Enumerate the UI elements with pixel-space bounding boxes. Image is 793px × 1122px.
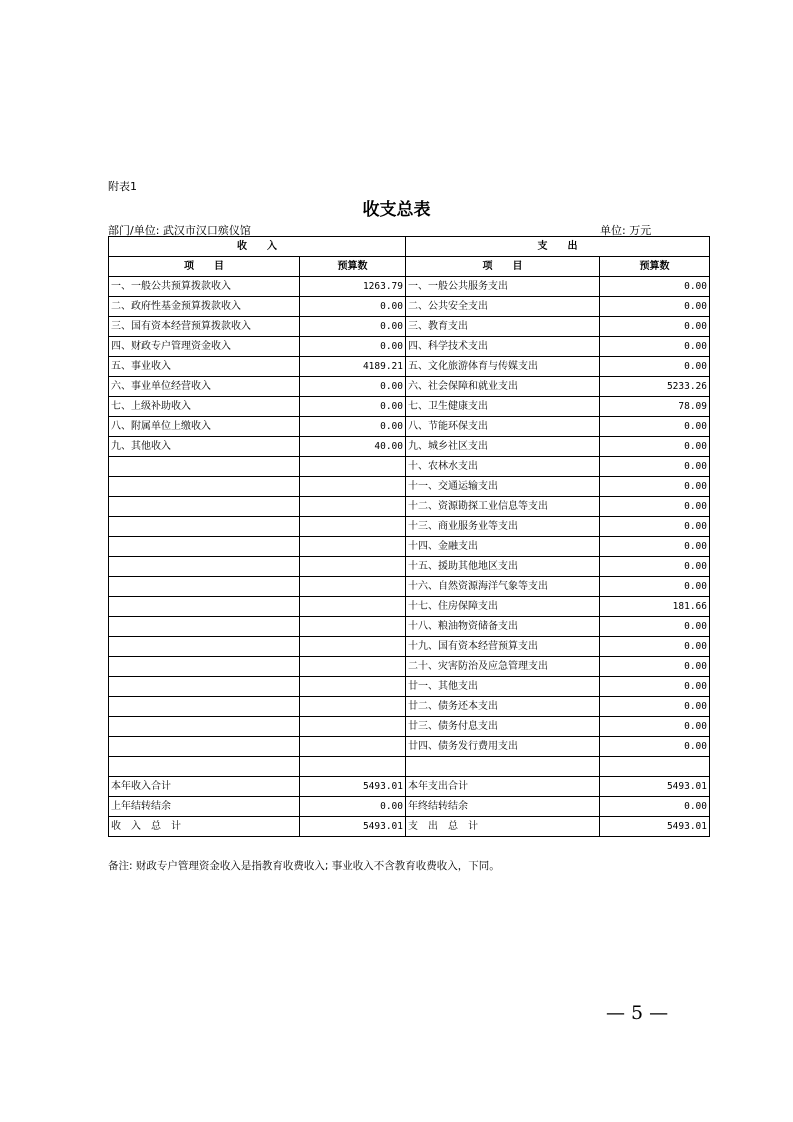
- expense-item-header: 项 目: [406, 257, 600, 277]
- income-item-cell: [109, 697, 300, 717]
- table-row: [109, 717, 710, 737]
- income-item-cell: [109, 677, 300, 697]
- income-budget-cell: [300, 517, 406, 537]
- expense-budget-cell: 0.00: [600, 477, 710, 497]
- income-budget-cell: [300, 557, 406, 577]
- income-item-cell: [109, 497, 300, 517]
- expense-budget-cell: 0.00: [600, 797, 710, 817]
- income-item-cell: 八、附属单位上缴收入: [109, 417, 300, 437]
- income-item-cell: [109, 657, 300, 677]
- expense-item-cell: 廿四、债务发行费用支出: [406, 737, 600, 757]
- expense-budget-cell: 0.00: [600, 517, 710, 537]
- table-row: [109, 337, 710, 357]
- page-number: — 5 —: [606, 1002, 669, 1024]
- expense-header: 支 出: [406, 237, 710, 257]
- income-item-cell: 二、政府性基金预算拨款收入: [109, 297, 300, 317]
- expense-item-cell: 十七、住房保障支出: [406, 597, 600, 617]
- expense-item-cell: 二、公共安全支出: [406, 297, 600, 317]
- table-row: [109, 617, 710, 637]
- expense-budget-cell: 0.00: [600, 277, 710, 297]
- expense-item-cell: 一、一般公共服务支出: [406, 277, 600, 297]
- income-budget-cell: [300, 577, 406, 597]
- expense-budget-cell: 5493.01: [600, 817, 710, 837]
- expense-budget-cell: 0.00: [600, 577, 710, 597]
- income-budget-cell: [300, 737, 406, 757]
- table-row: [109, 817, 710, 837]
- header-row-top: [109, 237, 710, 257]
- expense-item-cell: 十九、国有资本经营预算支出: [406, 637, 600, 657]
- table-row: [109, 757, 710, 777]
- expense-budget-cell: 78.09: [600, 397, 710, 417]
- expense-budget-cell: 0.00: [600, 357, 710, 377]
- income-budget-cell: 0.00: [300, 797, 406, 817]
- expense-item-cell: 年终结转结余: [406, 797, 600, 817]
- expense-item-cell: 十三、商业服务业等支出: [406, 517, 600, 537]
- expense-item-cell: 廿三、债务付息支出: [406, 717, 600, 737]
- expense-item-cell: 五、文化旅游体育与传媒支出: [406, 357, 600, 377]
- expense-item-cell: 三、教育支出: [406, 317, 600, 337]
- expense-item-cell: 四、科学技术支出: [406, 337, 600, 357]
- income-item-cell: [109, 517, 300, 537]
- table-row: [109, 317, 710, 337]
- expense-budget-cell: 0.00: [600, 437, 710, 457]
- expense-item-cell: 六、社会保障和就业支出: [406, 377, 600, 397]
- income-item-cell: [109, 617, 300, 637]
- income-budget-cell: 40.00: [300, 437, 406, 457]
- table-row: [109, 457, 710, 477]
- income-budget-cell: [300, 697, 406, 717]
- income-item-cell: [109, 717, 300, 737]
- income-header: 收 入: [109, 237, 406, 257]
- income-item-cell: [109, 477, 300, 497]
- expense-budget-cell: 181.66: [600, 597, 710, 617]
- unit-label: 单位: 万元: [600, 224, 652, 237]
- income-budget-cell: 1263.79: [300, 277, 406, 297]
- expense-item-cell: 支 出 总 计: [406, 817, 600, 837]
- department-label: 部门/单位: 武汉市汉口殡仪馆: [108, 224, 251, 237]
- table-row: [109, 297, 710, 317]
- expense-budget-cell: 0.00: [600, 677, 710, 697]
- income-item-cell: 本年收入合计: [109, 777, 300, 797]
- expense-item-cell: 九、城乡社区支出: [406, 437, 600, 457]
- income-item-cell: 九、其他收入: [109, 437, 300, 457]
- expense-item-cell: 二十、灾害防治及应急管理支出: [406, 657, 600, 677]
- income-budget-cell: [300, 657, 406, 677]
- expense-item-cell: 七、卫生健康支出: [406, 397, 600, 417]
- table-row: [109, 677, 710, 697]
- header-row-sub: [109, 257, 710, 277]
- expense-item-cell: 十五、援助其他地区支出: [406, 557, 600, 577]
- expense-budget-cell: 0.00: [600, 417, 710, 437]
- income-budget-cell: 0.00: [300, 377, 406, 397]
- expense-budget-cell: 0.00: [600, 337, 710, 357]
- expense-budget-cell: 0.00: [600, 717, 710, 737]
- income-budget-cell: [300, 497, 406, 517]
- table-row: [109, 417, 710, 437]
- expense-budget-cell: [600, 757, 710, 777]
- table-row: [109, 557, 710, 577]
- expense-budget-cell: 0.00: [600, 537, 710, 557]
- income-budget-cell: [300, 477, 406, 497]
- table-row: [109, 537, 710, 557]
- income-item-cell: [109, 737, 300, 757]
- expense-item-cell: 廿二、债务还本支出: [406, 697, 600, 717]
- income-budget-cell: 5493.01: [300, 777, 406, 797]
- page-title: 收支总表: [362, 200, 431, 220]
- expense-item-cell: 廿一、其他支出: [406, 677, 600, 697]
- income-item-cell: [109, 637, 300, 657]
- income-item-cell: [109, 537, 300, 557]
- income-budget-cell: 0.00: [300, 417, 406, 437]
- table-row: [109, 657, 710, 677]
- income-item-cell: 六、事业单位经营收入: [109, 377, 300, 397]
- table-row: [109, 597, 710, 617]
- expense-budget-cell: 5493.01: [600, 777, 710, 797]
- income-item-cell: [109, 457, 300, 477]
- income-item-cell: 四、财政专户管理资金收入: [109, 337, 300, 357]
- expense-budget-cell: 0.00: [600, 637, 710, 657]
- expense-budget-cell: 0.00: [600, 617, 710, 637]
- income-budget-cell: [300, 457, 406, 477]
- table-row: [109, 397, 710, 417]
- income-item-cell: 一、一般公共预算拨款收入: [109, 277, 300, 297]
- footnote: 备注: 财政专户管理资金收入是指教育收费收入; 事业收入不含教育收费收入，下同。: [108, 860, 500, 872]
- expense-budget-cell: 0.00: [600, 737, 710, 757]
- table-row: [109, 637, 710, 657]
- expense-budget-cell: 5233.26: [600, 377, 710, 397]
- expense-item-cell: [406, 757, 600, 777]
- income-budget-cell: [300, 617, 406, 637]
- expense-item-cell: 本年支出合计: [406, 777, 600, 797]
- expense-item-cell: 十、农林水支出: [406, 457, 600, 477]
- table-row: [109, 697, 710, 717]
- attachment-label: 附表1: [108, 180, 137, 193]
- expense-budget-cell: 0.00: [600, 657, 710, 677]
- income-item-cell: 七、上级补助收入: [109, 397, 300, 417]
- income-item-header: 项 目: [109, 257, 300, 277]
- income-item-cell: 上年结转结余: [109, 797, 300, 817]
- income-budget-cell: 5493.01: [300, 817, 406, 837]
- income-budget-cell: 0.00: [300, 317, 406, 337]
- table-row: [109, 517, 710, 537]
- income-item-cell: [109, 577, 300, 597]
- income-item-cell: 五、事业收入: [109, 357, 300, 377]
- expense-budget-cell: 0.00: [600, 297, 710, 317]
- income-budget-cell: [300, 677, 406, 697]
- table-row: [109, 477, 710, 497]
- table-row: [109, 577, 710, 597]
- income-item-cell: 收 入 总 计: [109, 817, 300, 837]
- income-budget-cell: [300, 597, 406, 617]
- expense-budget-cell: 0.00: [600, 697, 710, 717]
- expense-item-cell: 八、节能环保支出: [406, 417, 600, 437]
- income-budget-cell: 0.00: [300, 337, 406, 357]
- expense-item-cell: 十二、资源勘探工业信息等支出: [406, 497, 600, 517]
- table-row: [109, 797, 710, 817]
- table-row: [109, 357, 710, 377]
- expense-item-cell: 十一、交通运输支出: [406, 477, 600, 497]
- table-row: [109, 277, 710, 297]
- income-budget-cell: 4189.21: [300, 357, 406, 377]
- income-budget-cell: [300, 757, 406, 777]
- expense-item-cell: 十八、粮油物资储备支出: [406, 617, 600, 637]
- income-budget-cell: [300, 637, 406, 657]
- expense-budget-cell: 0.00: [600, 317, 710, 337]
- table-row: [109, 737, 710, 757]
- table-row: [109, 777, 710, 797]
- income-item-cell: [109, 757, 300, 777]
- income-budget-cell: [300, 717, 406, 737]
- table-row: [109, 497, 710, 517]
- budget-table: [108, 236, 710, 837]
- expense-budget-cell: 0.00: [600, 497, 710, 517]
- expense-budget-cell: 0.00: [600, 557, 710, 577]
- income-item-cell: [109, 597, 300, 617]
- expense-budget-header: 预算数: [600, 257, 710, 277]
- income-budget-cell: [300, 537, 406, 557]
- expense-item-cell: 十六、自然资源海洋气象等支出: [406, 577, 600, 597]
- table-row: [109, 437, 710, 457]
- income-item-cell: [109, 557, 300, 577]
- income-budget-cell: 0.00: [300, 397, 406, 417]
- income-item-cell: 三、国有资本经营预算拨款收入: [109, 317, 300, 337]
- income-budget-header: 预算数: [300, 257, 406, 277]
- income-budget-cell: 0.00: [300, 297, 406, 317]
- table-row: [109, 377, 710, 397]
- expense-item-cell: 十四、金融支出: [406, 537, 600, 557]
- expense-budget-cell: 0.00: [600, 457, 710, 477]
